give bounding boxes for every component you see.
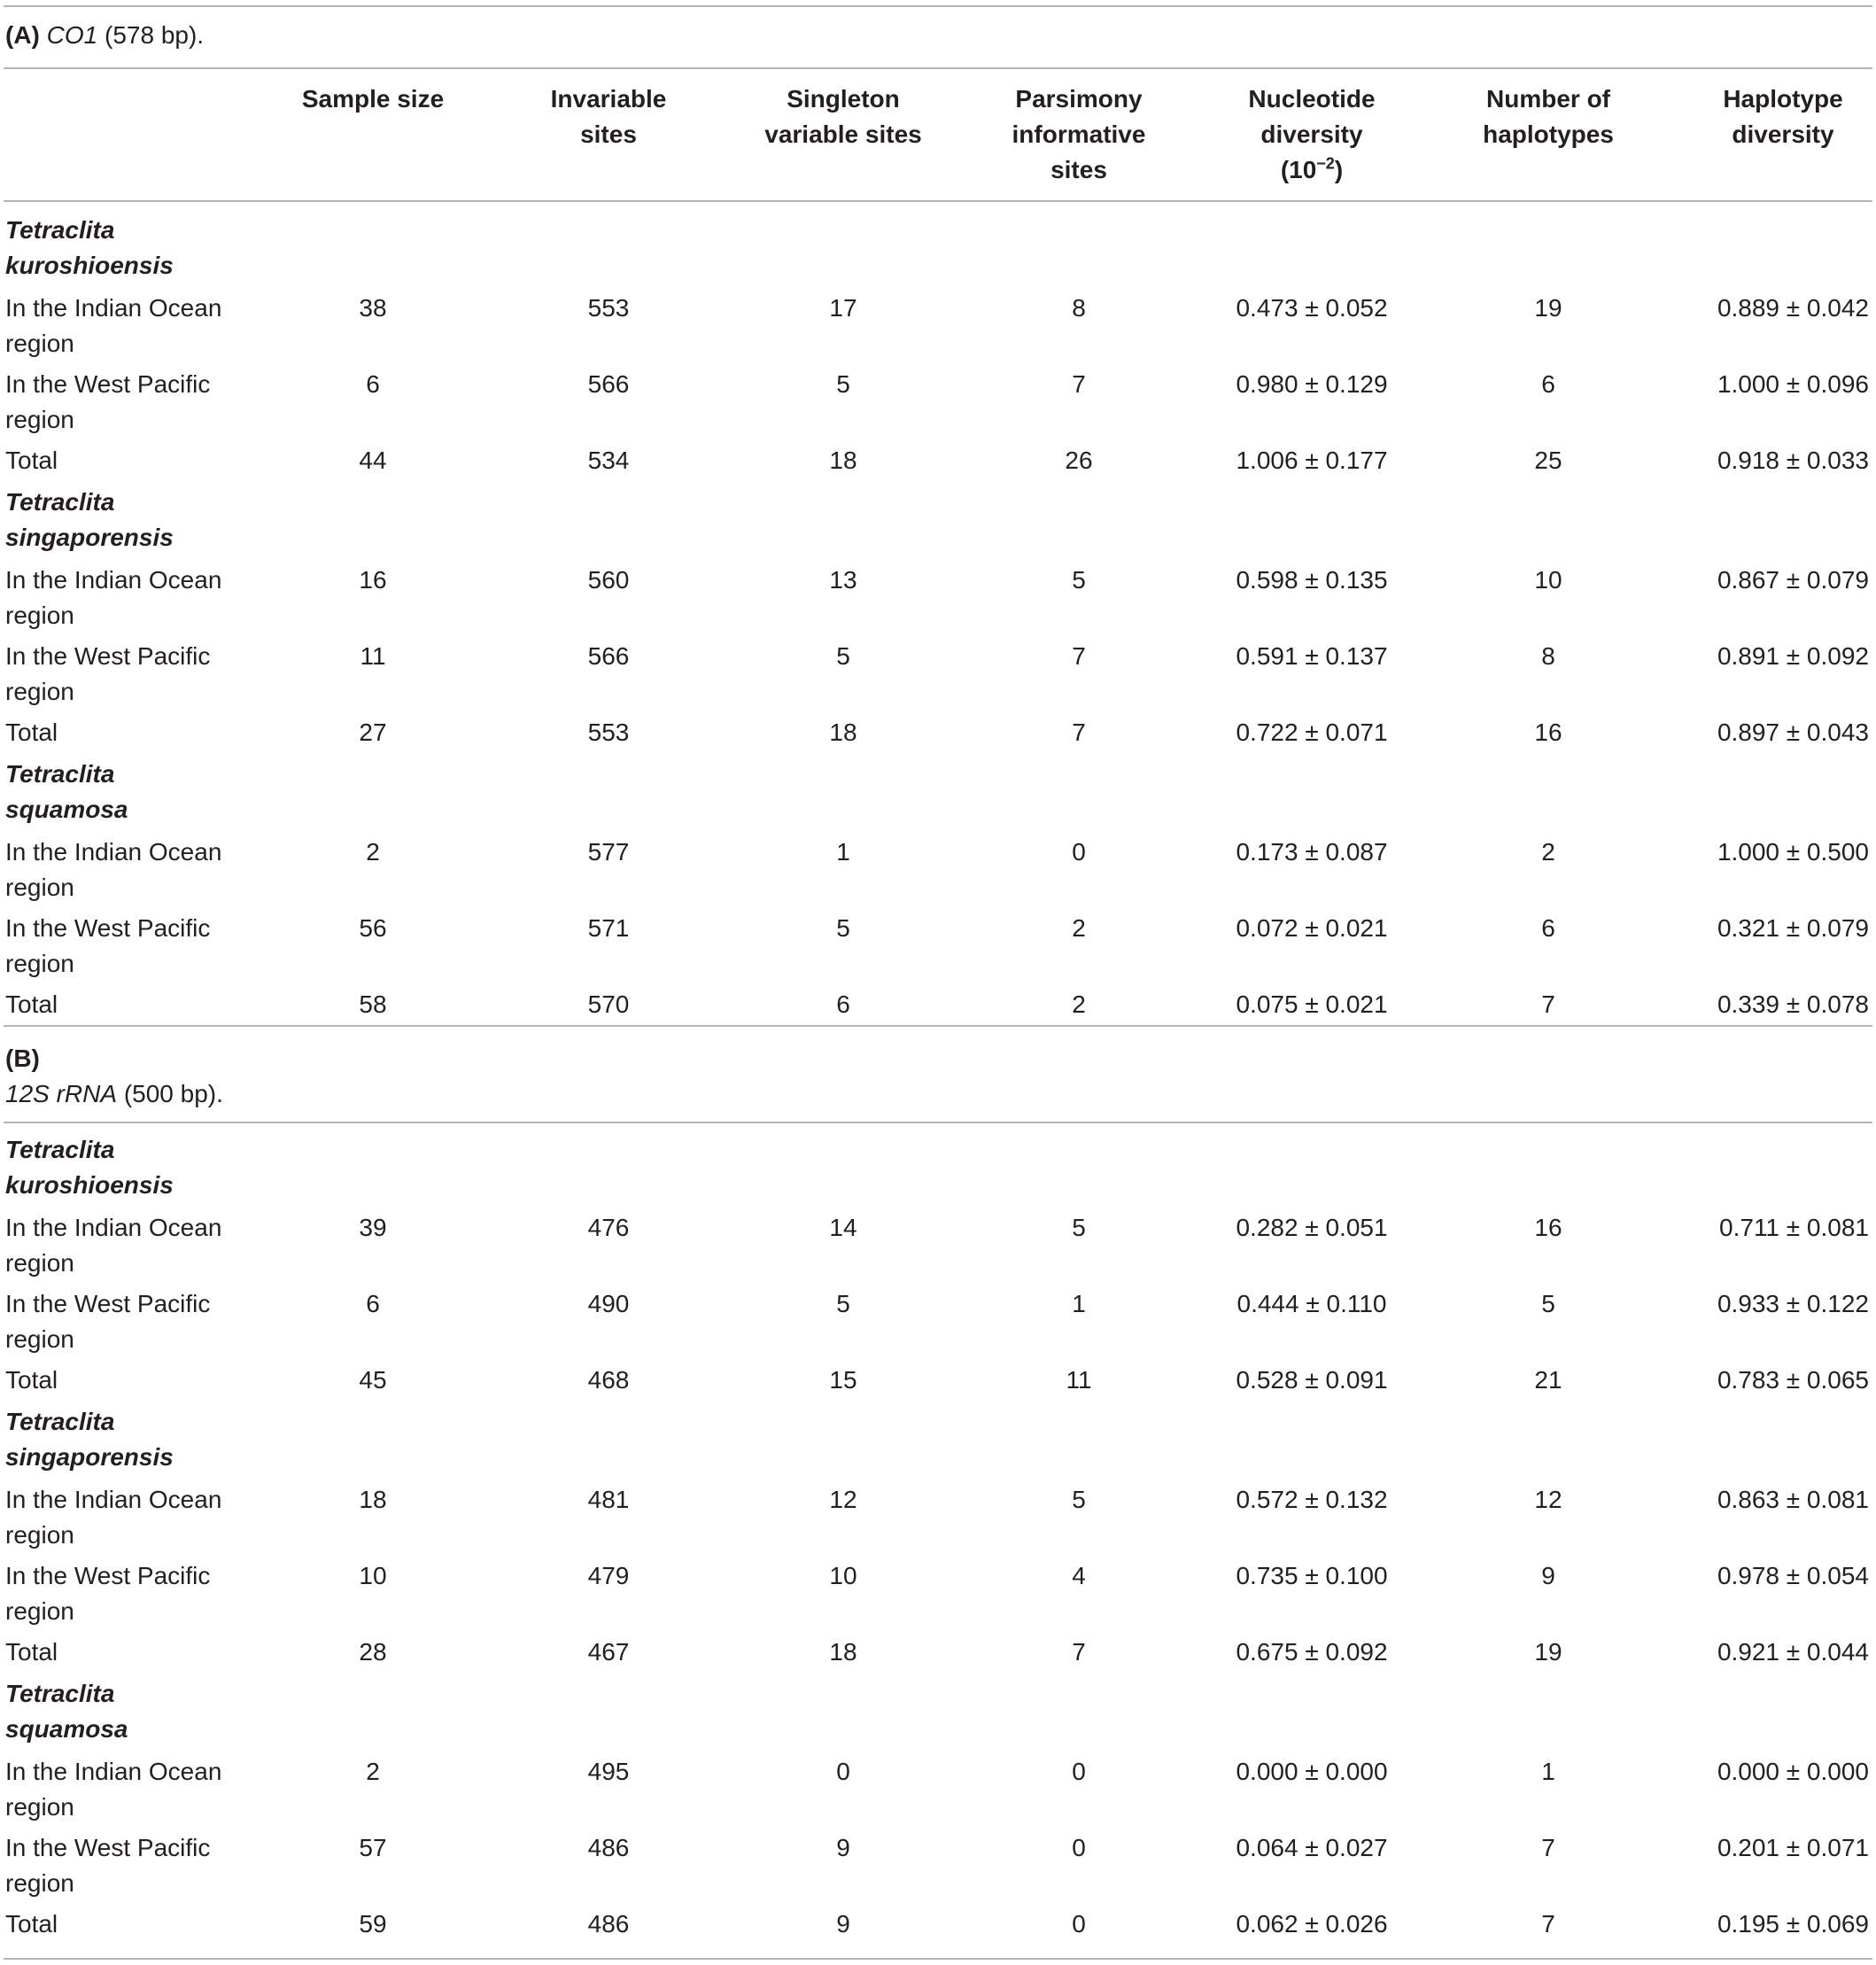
- table-cell: 0: [1072, 1910, 1086, 1938]
- table-cell: 27: [359, 718, 387, 746]
- row-label-line2: region: [5, 406, 74, 433]
- table-cell: 0.062 ± 0.026: [1236, 1910, 1388, 1938]
- table-cell: 1: [836, 838, 850, 866]
- table-cell: 1: [1541, 1758, 1555, 1785]
- table-cell: 28: [359, 1638, 387, 1666]
- table-cell: 12: [1534, 1486, 1562, 1513]
- table-cell: 6: [366, 1290, 380, 1317]
- header-sample-size: [258, 82, 488, 117]
- header-text: Sample size: [301, 85, 445, 113]
- table-cell: 0: [1072, 1758, 1086, 1785]
- table-cell: 0: [836, 1758, 850, 1785]
- species-name: [5, 485, 244, 555]
- table-cell: 18: [829, 447, 857, 474]
- row-label-line2: region: [5, 1869, 74, 1897]
- table-cell: 553: [587, 294, 630, 322]
- table-cell: 0.444 ± 0.110: [1236, 1290, 1387, 1317]
- row-label-line2: region: [5, 678, 74, 705]
- row-label-line1: Total: [5, 447, 58, 474]
- table-cell: 18: [829, 1638, 857, 1666]
- bottom-rule: [4, 1958, 1872, 1960]
- table-cell: 45: [359, 1366, 387, 1394]
- table-cell: 0.591 ± 0.137: [1236, 642, 1388, 670]
- table-cell: 15: [829, 1366, 857, 1394]
- header-text: Nucleotide diversity: [1248, 85, 1376, 148]
- table-cell: 10: [359, 1562, 387, 1589]
- table-cell: 16: [1534, 718, 1562, 746]
- table-cell: 58: [359, 990, 387, 1018]
- table-cell: 7: [1072, 642, 1086, 670]
- row-label: [5, 1363, 244, 1398]
- header-unit-exponent: −2: [1316, 154, 1335, 173]
- panel-b-length: (500 bp).: [117, 1080, 223, 1107]
- panel-a-gene: CO1: [46, 21, 98, 49]
- row-label-line2: region: [5, 602, 74, 629]
- table-cell: 481: [587, 1486, 630, 1513]
- table-cell: 7: [1541, 1834, 1555, 1861]
- species-name: [5, 1132, 244, 1203]
- row-label-line2: region: [5, 1597, 74, 1625]
- table-cell: 1: [1072, 1290, 1086, 1317]
- table-cell: 490: [587, 1290, 630, 1317]
- row-label: [5, 835, 244, 905]
- species-name: [5, 213, 244, 283]
- row-label: [5, 443, 244, 478]
- panel-b-label: (B): [5, 1045, 40, 1072]
- row-label-line1: In the Indian Ocean: [5, 1486, 222, 1513]
- row-label-line1: In the Indian Ocean: [5, 566, 222, 594]
- table-cell: 0.711 ± 0.081: [1719, 1214, 1869, 1241]
- table-cell: 0.921 ± 0.044: [1717, 1638, 1869, 1666]
- header-unit: (10: [1280, 156, 1317, 183]
- panel-b-gene: 12S rRNA: [5, 1080, 118, 1107]
- table-cell: 0.075 ± 0.021: [1236, 990, 1388, 1018]
- table-cell: 6: [366, 370, 380, 398]
- table-cell: 21: [1534, 1366, 1562, 1394]
- table-cell: 9: [836, 1834, 850, 1861]
- table-cell: 0.321 ± 0.079: [1717, 914, 1869, 942]
- table-cell: 468: [587, 1366, 630, 1394]
- header-invariable-sites: [493, 82, 724, 152]
- table-cell: 0.072 ± 0.021: [1236, 914, 1388, 942]
- row-label-line2: region: [5, 1521, 74, 1549]
- header-text: Singleton variable sites: [764, 85, 922, 148]
- table-cell: 566: [587, 642, 630, 670]
- header-singleton-sites: [728, 82, 958, 152]
- table-cell: 18: [829, 718, 857, 746]
- table-cell: 0: [1072, 1834, 1086, 1861]
- table-cell: 0.282 ± 0.051: [1236, 1214, 1388, 1241]
- table-cell: 0.978 ± 0.054: [1717, 1562, 1869, 1589]
- top-rule: [4, 5, 1872, 7]
- row-label-line1: Total: [5, 1366, 58, 1394]
- table-cell: 553: [587, 718, 630, 746]
- table-cell: 39: [359, 1214, 387, 1241]
- table-cell: 12: [829, 1486, 857, 1513]
- table-cell: 19: [1534, 1638, 1562, 1666]
- row-label: [5, 987, 244, 1022]
- table-cell: 0.064 ± 0.027: [1236, 1834, 1388, 1861]
- row-label: [5, 1286, 244, 1357]
- row-label: [5, 1482, 244, 1553]
- row-label-line1: In the West Pacific: [5, 642, 211, 670]
- species-genus: Tetraclita: [5, 488, 115, 516]
- table-cell: 7: [1541, 1910, 1555, 1938]
- table-cell: 560: [587, 566, 630, 594]
- table-cell: 571: [587, 914, 630, 942]
- row-label-line2: region: [5, 874, 74, 901]
- row-label-line2: region: [5, 1249, 74, 1277]
- row-label-line1: Total: [5, 1910, 58, 1938]
- row-label: [5, 367, 244, 438]
- row-label-line1: In the West Pacific: [5, 1562, 211, 1589]
- row-label-line2: region: [5, 330, 74, 357]
- table-cell: 5: [1541, 1290, 1555, 1317]
- table-cell: 0.897 ± 0.043: [1717, 718, 1869, 746]
- table-cell: 495: [587, 1758, 630, 1785]
- table-cell: 5: [1072, 566, 1086, 594]
- table-cell: 570: [587, 990, 630, 1018]
- table-cell: 486: [587, 1910, 630, 1938]
- table-cell: 0.783 ± 0.065: [1717, 1366, 1869, 1394]
- table-cell: 0.675 ± 0.092: [1236, 1638, 1388, 1666]
- table-cell: 0.863 ± 0.081: [1717, 1486, 1869, 1513]
- table-cell: 16: [1534, 1214, 1562, 1241]
- header-haplotype-diversity: [1668, 82, 1876, 152]
- row-label: [5, 639, 244, 710]
- row-label-line1: In the West Pacific: [5, 1834, 211, 1861]
- row-label-line2: region: [5, 1793, 74, 1821]
- table-cell: 534: [587, 447, 630, 474]
- table-cell: 9: [836, 1910, 850, 1938]
- table-cell: 577: [587, 838, 630, 866]
- table-cell: 6: [836, 990, 850, 1018]
- header-text: Haplotype diversity: [1723, 85, 1843, 148]
- row-label: [5, 291, 244, 361]
- table-cell: 5: [1072, 1214, 1086, 1241]
- table-cell: 0.867 ± 0.079: [1717, 566, 1869, 594]
- row-label: [5, 563, 244, 633]
- row-label-line2: region: [5, 950, 74, 977]
- table-cell: 0.000 ± 0.000: [1717, 1758, 1869, 1785]
- species-epithet: singaporensis: [5, 524, 174, 551]
- row-label-line1: In the Indian Ocean: [5, 1214, 222, 1241]
- table-cell: 5: [836, 642, 850, 670]
- species-genus: Tetraclita: [5, 1408, 115, 1435]
- table-cell: 0.000 ± 0.000: [1236, 1758, 1388, 1785]
- panel-a-end-rule: [4, 1025, 1872, 1027]
- table-cell: 5: [836, 370, 850, 398]
- table-cell: 19: [1534, 294, 1562, 322]
- table-cell: 9: [1541, 1562, 1555, 1589]
- table-cell: 6: [1541, 370, 1555, 398]
- species-name: [5, 757, 244, 827]
- species-name: [5, 1676, 244, 1747]
- header-text: Parsimony informative sites: [1012, 85, 1146, 183]
- caption-rule: [4, 67, 1872, 69]
- species-genus: Tetraclita: [5, 1680, 115, 1707]
- table-cell: 18: [359, 1486, 387, 1513]
- table-cell: 0.889 ± 0.042: [1717, 294, 1869, 322]
- table-cell: 26: [1065, 447, 1093, 474]
- table-cell: 44: [359, 447, 387, 474]
- species-epithet: singaporensis: [5, 1443, 174, 1471]
- table-cell: 0.735 ± 0.100: [1236, 1562, 1388, 1589]
- table-cell: 0.339 ± 0.078: [1717, 990, 1869, 1018]
- header-unit-close: ): [1334, 156, 1344, 183]
- row-label: [5, 715, 244, 750]
- table-cell: 0.528 ± 0.091: [1236, 1366, 1388, 1394]
- panel-b-caption: [5, 1041, 223, 1112]
- table-cell: 2: [366, 838, 380, 866]
- table-cell: 7: [1072, 1638, 1086, 1666]
- table-cell: 4: [1072, 1562, 1086, 1589]
- row-label-line1: In the West Pacific: [5, 1290, 211, 1317]
- table-cell: 0.201 ± 0.071: [1717, 1834, 1869, 1861]
- table-cell: 0.918 ± 0.033: [1717, 447, 1869, 474]
- header-rule: [4, 200, 1872, 202]
- species-epithet: squamosa: [5, 796, 128, 823]
- table-cell: 1.000 ± 0.096: [1717, 370, 1869, 398]
- species-epithet: kuroshioensis: [5, 252, 174, 279]
- table-cell: 8: [1541, 642, 1555, 670]
- species-epithet: kuroshioensis: [5, 1171, 174, 1199]
- table-cell: 59: [359, 1910, 387, 1938]
- species-epithet: squamosa: [5, 1715, 128, 1743]
- table-cell: 38: [359, 294, 387, 322]
- row-label-line1: In the Indian Ocean: [5, 1758, 222, 1785]
- row-label-line1: In the West Pacific: [5, 914, 211, 942]
- table-cell: 0.195 ± 0.069: [1717, 1910, 1869, 1938]
- table-cell: 476: [587, 1214, 630, 1241]
- row-label: [5, 1635, 244, 1670]
- table-cell: 56: [359, 914, 387, 942]
- row-label: [5, 1558, 244, 1629]
- table-cell: 486: [587, 1834, 630, 1861]
- table-cell: 0.173 ± 0.087: [1236, 838, 1388, 866]
- row-label-line2: region: [5, 1325, 74, 1353]
- table-cell: 0.980 ± 0.129: [1236, 370, 1388, 398]
- row-label: [5, 911, 244, 982]
- table-cell: 467: [587, 1638, 630, 1666]
- header-parsimony-sites: [964, 82, 1194, 188]
- row-label-line1: In the West Pacific: [5, 370, 211, 398]
- header-nucleotide-diversity: [1197, 82, 1427, 188]
- table-cell: 5: [836, 1290, 850, 1317]
- table-cell: 2: [1072, 914, 1086, 942]
- panel-a-label: (A): [5, 21, 40, 49]
- table-cell: 11: [1066, 1366, 1092, 1394]
- table-cell: 0.572 ± 0.132: [1236, 1486, 1388, 1513]
- table-cell: 2: [1072, 990, 1086, 1018]
- table-cell: 2: [1541, 838, 1555, 866]
- table-cell: 17: [829, 294, 857, 322]
- table-cell: 1.006 ± 0.177: [1236, 447, 1388, 474]
- table-cell: 57: [359, 1834, 387, 1861]
- table-cell: 11: [360, 642, 386, 670]
- row-label-line1: Total: [5, 990, 58, 1018]
- table-cell: 25: [1534, 447, 1562, 474]
- panel-a-caption: [5, 18, 204, 53]
- table-cell: 566: [587, 370, 630, 398]
- table-cell: 10: [829, 1562, 857, 1589]
- row-label: [5, 1907, 244, 1942]
- table-cell: 2: [366, 1758, 380, 1785]
- table-cell: 16: [359, 566, 387, 594]
- species-name: [5, 1404, 244, 1475]
- table-cell: 0.891 ± 0.092: [1717, 642, 1869, 670]
- table-cell: 5: [836, 914, 850, 942]
- species-genus: Tetraclita: [5, 216, 115, 244]
- table-cell: 0.933 ± 0.122: [1717, 1290, 1869, 1317]
- table-cell: 7: [1541, 990, 1555, 1018]
- row-label: [5, 1830, 244, 1901]
- row-label: [5, 1754, 244, 1825]
- species-genus: Tetraclita: [5, 760, 115, 788]
- table-cell: 14: [829, 1214, 857, 1241]
- table-cell: 0.722 ± 0.071: [1236, 718, 1388, 746]
- table-cell: 10: [1534, 566, 1562, 594]
- table-cell: 7: [1072, 718, 1086, 746]
- row-label: [5, 1210, 244, 1281]
- table-cell: 8: [1072, 294, 1086, 322]
- table-cell: 5: [1072, 1486, 1086, 1513]
- table-cell: 479: [587, 1562, 630, 1589]
- header-text: Invariable sites: [550, 85, 667, 148]
- table-cell: 0.473 ± 0.052: [1236, 294, 1388, 322]
- header-number-haplotypes: [1433, 82, 1663, 152]
- table-cell: 0: [1072, 838, 1086, 866]
- panel-b-caption-rule: [4, 1122, 1872, 1123]
- row-label-line1: Total: [5, 718, 58, 746]
- panel-a-length: (578 bp).: [97, 21, 205, 49]
- row-label-line1: In the Indian Ocean: [5, 294, 222, 322]
- table-cell: 6: [1541, 914, 1555, 942]
- table-cell: 13: [829, 566, 857, 594]
- row-label-line1: In the Indian Ocean: [5, 838, 222, 866]
- table-cell: 7: [1072, 370, 1086, 398]
- table-cell: 1.000 ± 0.500: [1717, 838, 1869, 866]
- header-text: Number of haplotypes: [1483, 85, 1614, 148]
- species-genus: Tetraclita: [5, 1136, 115, 1163]
- row-label-line1: Total: [5, 1638, 58, 1666]
- table-cell: 0.598 ± 0.135: [1236, 566, 1388, 594]
